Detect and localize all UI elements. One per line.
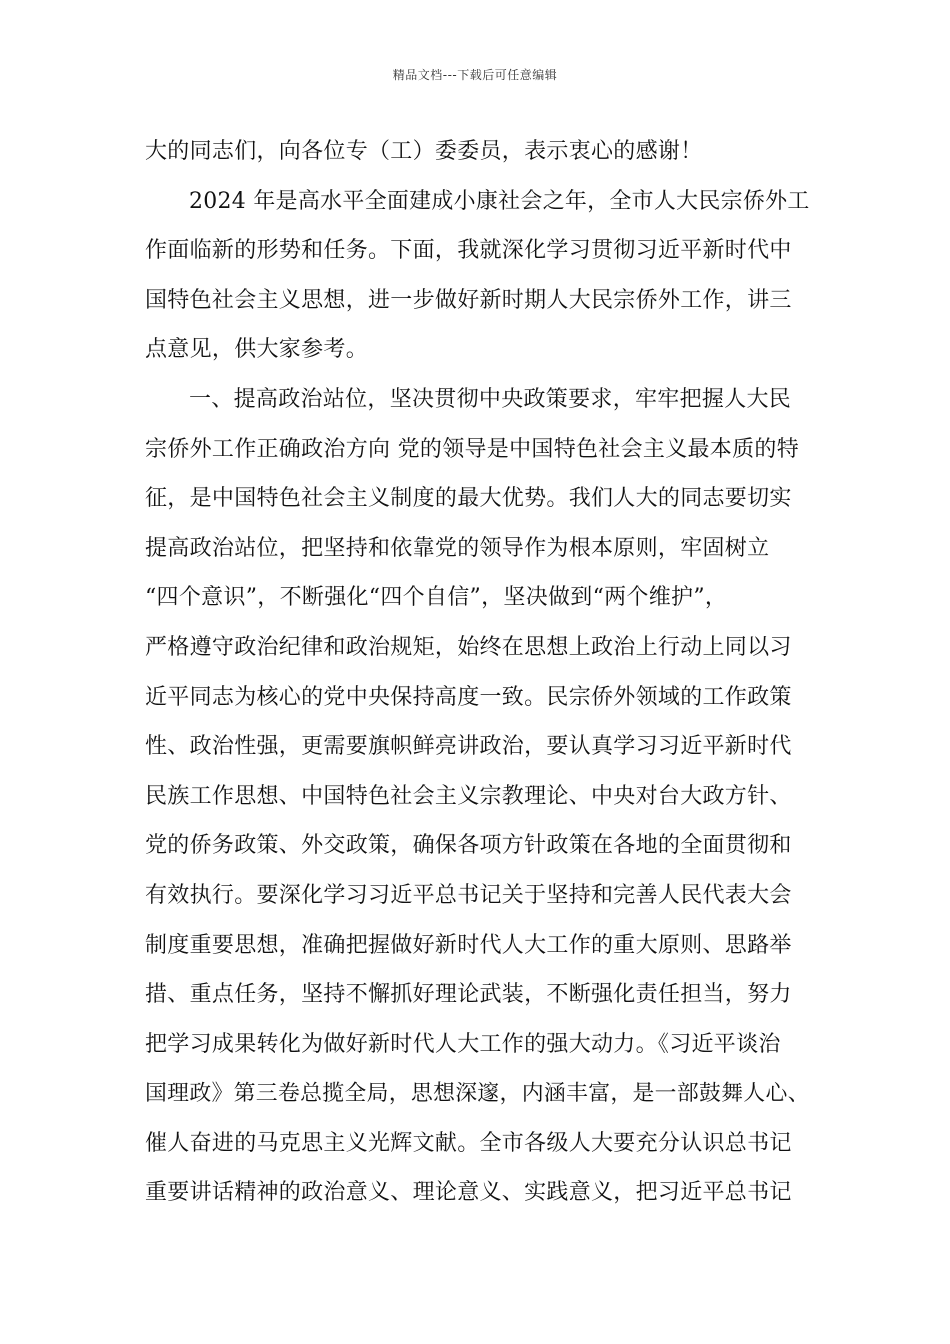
text-line: 一、提高政治站位，坚决贯彻中央政策要求，牢牢把握人大民 [189,386,792,412]
body-text [145,134,810,1225]
text-line: 性、政治性强，更需要旗帜鲜亮讲政治，要认真学习习近平新时代 [145,734,792,760]
text-line: 有效执行。要深化学习习近平总书记关于坚持和完善人民代表大会 [145,882,792,908]
text-line: 征，是中国特色社会主义制度的最大优势。我们人大的同志要切实 [145,486,792,512]
text-line: 宗侨外工作正确政治方向 党的领导是中国特色社会主义最本质的特 [145,436,799,462]
text-line: 点意见，供大家参考。 [145,337,369,363]
text-line: 制度重要思想，准确把握做好新时代人大工作的重大原则、思路举 [145,932,792,958]
text-line: 提高政治站位，把坚持和依靠党的领导作为根本原则，牢固树立 [145,535,770,561]
text-line: 重要讲话精神的政治意义、理论意义、实践意义，把习近平总书记 [145,1180,792,1206]
text-line: “四个意识”，不断强化“四个自信”，坚决做到“两个维护”， [145,585,728,611]
text-line: 近平同志为核心的党中央保持高度一致。民宗侨外领域的工作政策 [145,684,792,710]
text-line: 大的同志们，向各位专（工）委委员，表示衷心的感谢！ [145,139,703,164]
text-line: 严格遵守政治纪律和政治规矩，始终在思想上政治上行动上同以习 [145,634,792,660]
text-line: 国特色社会主义思想，进一步做好新时期人大民宗侨外工作，讲三 [145,287,792,313]
text-line: 2024 年是高水平全面建成小康社会之年，全市人大民宗侨外工 [189,188,810,214]
text-line: 催人奋进的马克思主义光辉文献。全市各级人大要充分认识总书记 [145,1130,792,1156]
text-line: 措、重点任务，坚持不懈抓好理论武装，不断强化责任担当，努力 [145,982,792,1008]
text-line: 作面临新的形势和任务。下面，我就深化学习贯彻习近平新时代中 [145,238,792,264]
page-header: 精品文档---下载后可任意编辑 [392,68,558,82]
text-line: 民族工作思想、中国特色社会主义宗教理论、中央对台大政方针、 [145,783,792,809]
text-line: 党的侨务政策、外交政策，确保各项方针政策在各地的全面贯彻和 [145,833,792,859]
text-line: 把学习成果转化为做好新时代人大工作的强大动力。《习近平谈治 [145,1031,781,1057]
text-line: 国理政》第三卷总揽全局，思想深邃，内涵丰富，是一部鼓舞人心、 [145,1081,810,1107]
